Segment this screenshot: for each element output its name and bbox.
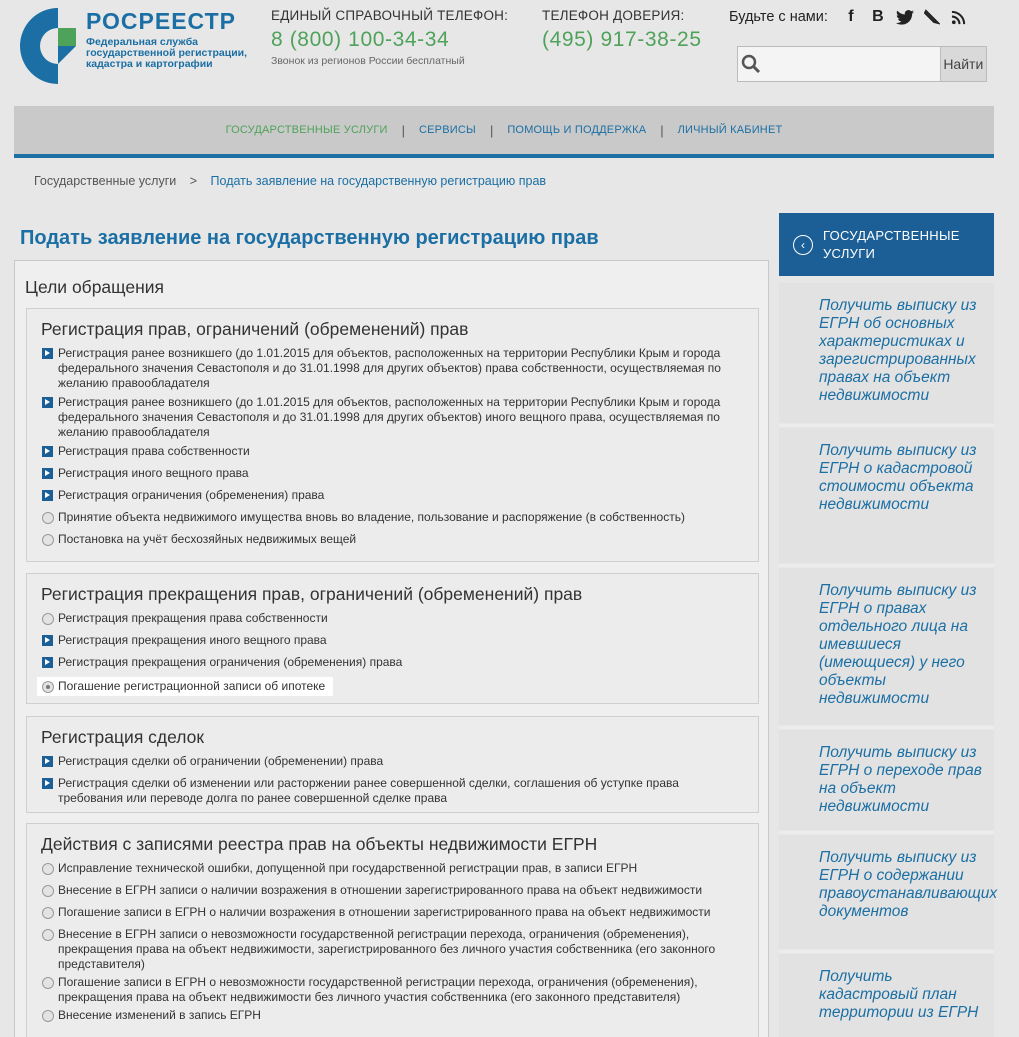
sidebar-link-item[interactable] bbox=[779, 730, 994, 830]
option-item[interactable] bbox=[27, 776, 747, 806]
option-item[interactable] bbox=[27, 395, 747, 440]
option-label: Постановка на учёт бесхозяйных недвижимых вещей bbox=[58, 532, 357, 546]
goals-title: Цели обращения bbox=[25, 277, 165, 297]
option-radio-highlighted[interactable] bbox=[37, 677, 333, 696]
option-radio[interactable] bbox=[27, 611, 747, 626]
social-label: Будьте с нами: bbox=[729, 9, 828, 25]
option-radio[interactable] bbox=[27, 927, 747, 972]
sidebar-link[interactable]: Получить выписку из ЕГРН о кадастровой стоимости объекта недвижимости bbox=[819, 442, 977, 513]
option-label: Погашение регистрационной записи об ипотеке bbox=[58, 679, 326, 693]
option-label: Регистрация сделки об ограничении (обременении) права bbox=[58, 754, 384, 768]
sidebar-header[interactable] bbox=[779, 213, 994, 276]
option-radio[interactable] bbox=[27, 532, 747, 547]
arrow-bullet-icon bbox=[42, 468, 53, 479]
radio-icon bbox=[42, 977, 54, 989]
option-label: Регистрация ограничения (обременения) права bbox=[58, 488, 325, 502]
arrow-bullet-icon bbox=[42, 348, 53, 359]
option-label: Регистрация прекращения иного вещного права bbox=[58, 633, 327, 647]
group-title: Регистрация прекращения прав, ограничений (обременений) прав bbox=[41, 584, 583, 604]
arrow-bullet-icon bbox=[42, 490, 53, 501]
vk-icon[interactable]: B bbox=[872, 8, 884, 25]
radio-icon bbox=[42, 907, 54, 919]
page-title: Подать заявление на государственную регистрацию прав bbox=[20, 227, 599, 249]
sidebar-header-label: ГОСУДАРСТВЕННЫЕ УСЛУГИ bbox=[823, 227, 960, 261]
nav-item-gov-services[interactable]: ГОСУДАРСТВЕННЫЕ УСЛУГИ bbox=[225, 124, 388, 136]
option-item[interactable] bbox=[27, 633, 747, 648]
breadcrumb bbox=[34, 174, 546, 188]
nav-separator: | bbox=[401, 122, 405, 138]
sidebar-link-item[interactable] bbox=[779, 835, 998, 949]
trust-label: ТЕЛЕФОН ДОВЕРИЯ: bbox=[542, 8, 685, 23]
option-label: Внесение изменений в запись ЕГРН bbox=[58, 1008, 261, 1022]
arrow-bullet-icon bbox=[42, 657, 53, 668]
facebook-icon[interactable]: f bbox=[848, 8, 854, 25]
option-label: Регистрация ранее возникшего (до 1.01.2015 для объектов, расположенных на территории Республики Крым и города федерального значения Севастополя и до 31.01.1998 для других объектов) права собственности, осуществляемая по желанию правообладателя bbox=[58, 346, 721, 390]
radio-icon bbox=[42, 681, 54, 693]
option-label: Регистрация ранее возникшего (до 1.01.2015 для объектов, расположенных на территории Республики Крым и города федерального значения Севастополя и до 31.01.1998 для других объектов) иного вещного права, осуществляемая по желанию правообладателя bbox=[58, 395, 721, 439]
breadcrumb-root[interactable]: Государственные услуги bbox=[34, 174, 177, 188]
sidebar-link-item[interactable] bbox=[779, 283, 994, 423]
chevron-left-icon: ‹ bbox=[793, 235, 813, 255]
group-rights-registration bbox=[26, 308, 759, 562]
arrow-bullet-icon bbox=[42, 397, 53, 408]
option-label: Регистрация иного вещного права bbox=[58, 466, 249, 480]
radio-icon bbox=[42, 613, 54, 625]
option-item[interactable] bbox=[27, 655, 747, 670]
sidebar-divider bbox=[779, 950, 994, 953]
rosreestr-logo[interactable] bbox=[16, 2, 256, 90]
main-nav bbox=[14, 106, 994, 154]
radio-icon bbox=[42, 512, 54, 524]
trust-number[interactable]: (495) 917-38-25 bbox=[542, 28, 702, 51]
radio-icon bbox=[42, 534, 54, 546]
option-item[interactable] bbox=[27, 346, 747, 391]
option-label: Внесение в ЕГРН записи о невозможности государственной регистрации перехода, ограничения (обременения), прекращения права на объект недвижимости, зарегистрированного без личного участия собственника (его законного представителя) bbox=[58, 927, 716, 971]
option-radio[interactable] bbox=[27, 975, 747, 1005]
radio-icon bbox=[42, 1010, 54, 1022]
nav-separator: | bbox=[660, 122, 664, 138]
sidebar-link-item[interactable] bbox=[779, 568, 994, 725]
arrow-bullet-icon bbox=[42, 778, 53, 789]
emblem-icon bbox=[18, 2, 78, 90]
breadcrumb-arrow: > bbox=[189, 174, 198, 188]
option-label: Регистрация прекращения права собственности bbox=[58, 611, 328, 625]
option-radio[interactable] bbox=[27, 905, 747, 920]
goals-form bbox=[14, 260, 769, 1037]
nav-item-services[interactable]: СЕРВИСЫ bbox=[418, 124, 476, 136]
radio-icon bbox=[42, 863, 54, 875]
option-label: Принятие объекта недвижимого имущества вновь во владение, пользование и распоряжение (в собственность) bbox=[58, 510, 685, 524]
sidebar-divider bbox=[779, 424, 994, 427]
trust-line-block bbox=[542, 8, 702, 52]
sidebar-divider bbox=[779, 726, 994, 729]
sidebar-link[interactable]: Получить кадастровый план территории из ЕГРН bbox=[819, 968, 979, 1021]
option-label: Регистрация права собственности bbox=[58, 444, 250, 458]
radio-icon bbox=[42, 885, 54, 897]
option-label: Внесение в ЕГРН записи о наличии возражения в отношении зарегистрированного права на объект недвижимости bbox=[58, 883, 703, 897]
option-item[interactable] bbox=[27, 488, 747, 503]
option-label: Регистрация прекращения ограничения (обременения) права bbox=[58, 655, 403, 669]
rss-icon[interactable] bbox=[950, 8, 968, 26]
group-title: Регистрация сделок bbox=[41, 727, 205, 747]
arrow-bullet-icon bbox=[42, 446, 53, 457]
search-icon bbox=[738, 47, 764, 81]
nav-item-help[interactable]: ПОМОЩЬ И ПОДДЕРЖКА bbox=[507, 124, 647, 136]
group-egrn-records bbox=[26, 823, 759, 1037]
social-links bbox=[729, 8, 977, 26]
option-radio[interactable] bbox=[27, 861, 747, 876]
option-label: Регистрация сделки об изменении или расторжении ранее совершенной сделки, соглашения об уступке права требования или переводе долга по ранее совершенной сделке права bbox=[58, 776, 679, 805]
option-radio[interactable] bbox=[27, 883, 747, 898]
option-radio[interactable] bbox=[27, 510, 747, 525]
option-radio[interactable] bbox=[27, 1008, 747, 1023]
nav-separator: | bbox=[489, 122, 494, 138]
breadcrumb-current[interactable]: Подать заявление на государственную регистрацию прав bbox=[210, 174, 547, 188]
group-title: Действия с записями реестра прав на объекты недвижимости ЕГРН bbox=[41, 834, 598, 854]
sidebar-link[interactable]: Получить выписку из ЕГРН о содержании правоустанавливающих документов bbox=[819, 849, 998, 920]
search-input[interactable] bbox=[764, 47, 940, 81]
livejournal-icon[interactable] bbox=[923, 8, 941, 26]
option-item[interactable] bbox=[27, 754, 747, 769]
nav-underline bbox=[14, 154, 994, 158]
sidebar-link[interactable]: Получить выписку из ЕГРН о переходе прав на объект недвижимости bbox=[819, 744, 982, 815]
hotline-label: ЕДИНЫЙ СПРАВОЧНЫЙ ТЕЛЕФОН: bbox=[271, 8, 509, 23]
search-box bbox=[737, 46, 987, 82]
twitter-icon[interactable] bbox=[896, 8, 914, 26]
logo-title: РОСРЕЕСТР bbox=[86, 8, 236, 34]
group-rights-termination bbox=[26, 573, 759, 704]
hotline-number[interactable]: 8 (800) 100-34-34 bbox=[271, 28, 450, 51]
logo-subtitle: Федеральная служба государственной регистрации, кадастра и картографии bbox=[86, 36, 248, 70]
option-label: Погашение записи в ЕГРН о наличии возражения в отношении зарегистрированного права на объект недвижимости bbox=[58, 905, 711, 919]
arrow-bullet-icon bbox=[42, 635, 53, 646]
nav-item-cabinet[interactable]: ЛИЧНЫЙ КАБИНЕТ bbox=[677, 124, 783, 136]
option-item[interactable] bbox=[27, 466, 747, 481]
option-label: Исправление технической ошибки, допущенной при государственной регистрации прав, в записи ЕГРН bbox=[58, 861, 638, 875]
group-deals-registration bbox=[26, 716, 759, 813]
hotline-block bbox=[271, 8, 508, 67]
sidebar-divider bbox=[779, 831, 994, 834]
sidebar-link[interactable]: Получить выписку из ЕГРН о правах отдельного лица на имевшиеся (имеющиеся) у него объекты недвижимости bbox=[819, 582, 977, 707]
hotline-note: Звонок из регионов России бесплатный bbox=[271, 55, 465, 67]
sidebar-link-item[interactable] bbox=[779, 428, 994, 563]
sidebar-divider bbox=[779, 564, 994, 567]
group-title: Регистрация прав, ограничений (обременений) прав bbox=[41, 319, 469, 339]
radio-icon bbox=[42, 929, 54, 941]
sidebar-link-item[interactable] bbox=[779, 954, 994, 1037]
arrow-bullet-icon bbox=[42, 756, 53, 767]
sidebar-link[interactable]: Получить выписку из ЕГРН об основных характеристиках и зарегистрированных правах на объект недвижимости bbox=[819, 297, 977, 404]
option-label: Погашение записи в ЕГРН о невозможности государственной регистрации перехода, ограничения (обременения), прекращения права на объект недвижимости без личного участия собственника (его законного представителя) bbox=[58, 975, 698, 1004]
option-item[interactable] bbox=[27, 444, 747, 459]
search-button[interactable]: Найти bbox=[940, 47, 986, 81]
